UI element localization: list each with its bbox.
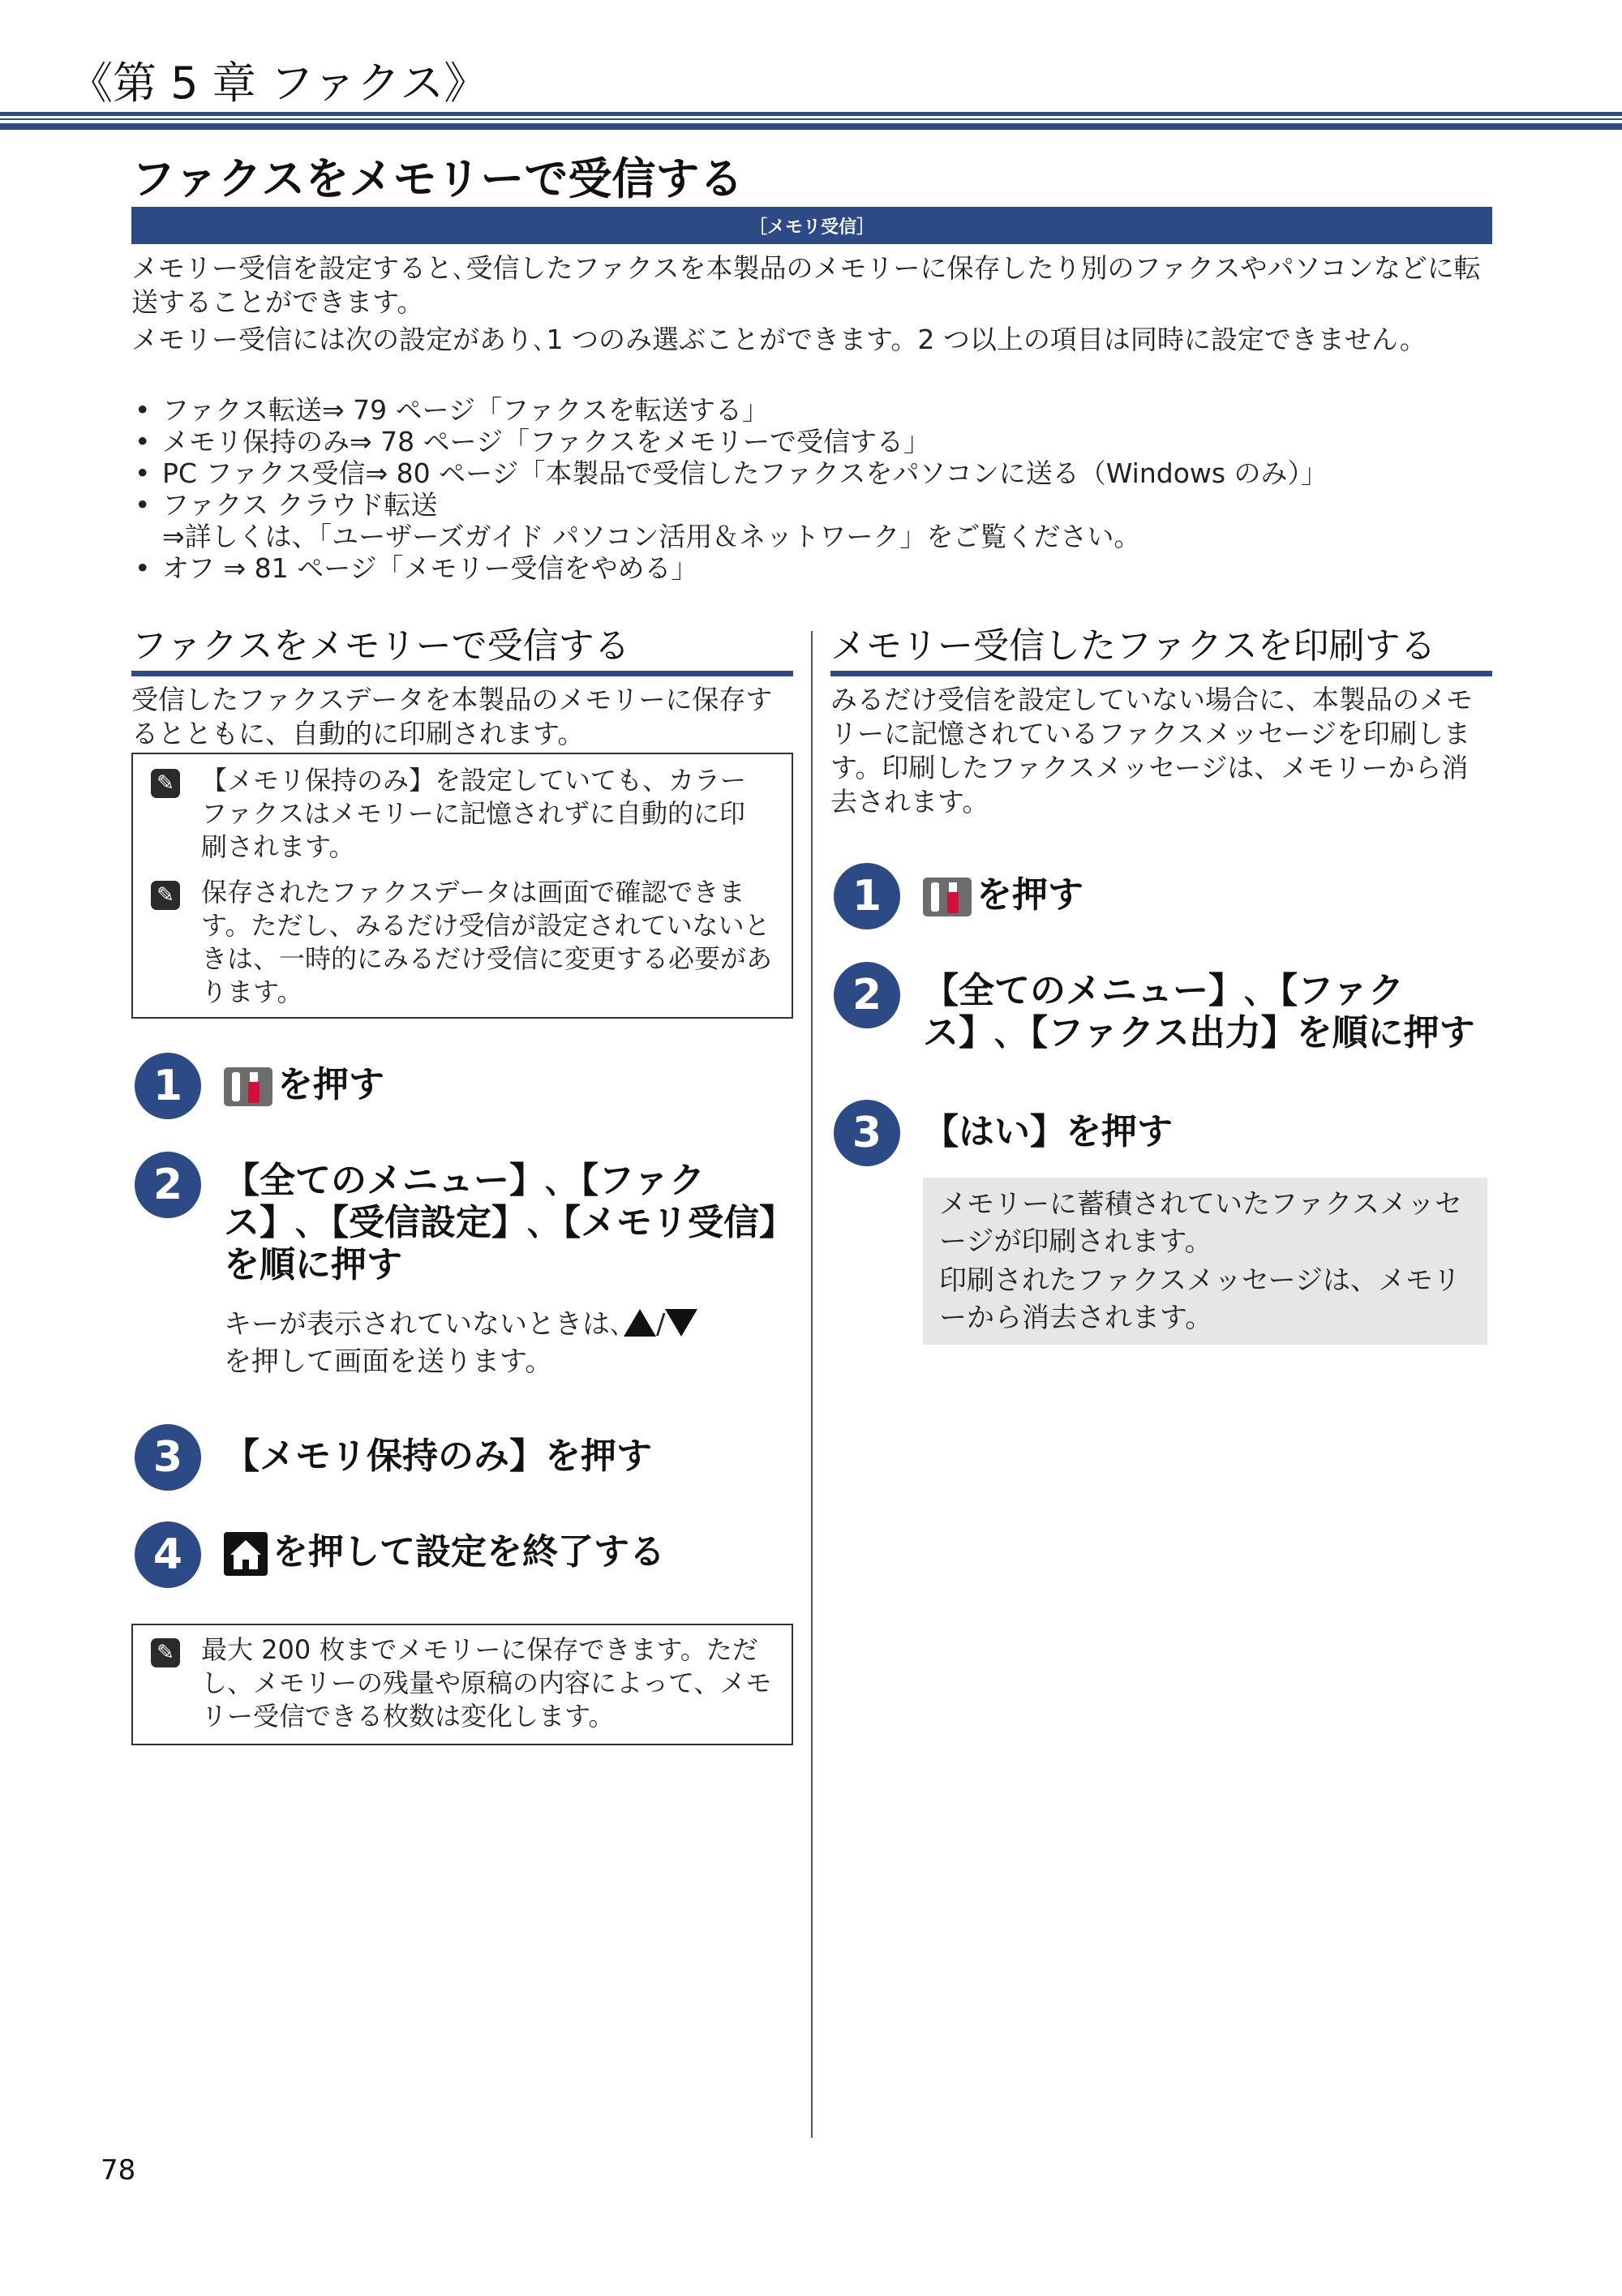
step-instruction: 【全てのメニュー】､【ファクス】､【受信設定】､【メモリ受信】を順に押す bbox=[224, 1160, 777, 1285]
step-number: 3 bbox=[834, 1100, 900, 1166]
list-item-continuation: ⇒詳しくは、「ユーザーズガイド パソコン活用＆ネットワーク」をご覧ください。 bbox=[162, 521, 1141, 552]
settings-tools-icon bbox=[923, 878, 972, 916]
step-instruction: を押す bbox=[224, 1064, 384, 1106]
step-instruction: 【メモリ保持のみ】を押す bbox=[224, 1436, 652, 1477]
step-number: 1 bbox=[135, 1053, 201, 1119]
note-text: 【メモリ保持のみ】を設定していても、カラーファクスはメモリーに記憶されずに自動的に印刷されます。 bbox=[201, 765, 747, 862]
note-icon: ✎ bbox=[151, 881, 180, 910]
result-box bbox=[923, 1178, 1487, 1345]
header-rule bbox=[0, 123, 1622, 130]
bullet-icon: • bbox=[135, 489, 151, 521]
right-section-heading: メモリー受信したファクスを印刷する bbox=[830, 625, 1436, 667]
step-number: 1 bbox=[834, 863, 900, 929]
bullet-icon: • bbox=[135, 552, 151, 584]
section-rule bbox=[830, 671, 1492, 676]
step-instruction: を押して設定を終了する bbox=[224, 1531, 665, 1576]
list-item: • ファクス転送⇒ 79 ページ「ファクスを転送する」 bbox=[135, 394, 769, 426]
setting-list bbox=[131, 394, 1510, 584]
scroll-down-arrow-icon bbox=[665, 1309, 697, 1337]
list-item: • オフ ⇒ 81 ページ「メモリー受信をやめる」 bbox=[135, 552, 698, 584]
bullet-icon: • bbox=[135, 457, 151, 489]
header-rule bbox=[0, 118, 1622, 120]
list-item: • ファクス クラウド転送 bbox=[135, 489, 438, 521]
step-instruction: 【はい】を押す bbox=[923, 1111, 1173, 1152]
step-hint: キーが表示されていないときは､ / を押して画面を送ります。 bbox=[224, 1306, 792, 1380]
section-rule bbox=[131, 671, 793, 676]
step-number: 4 bbox=[135, 1521, 201, 1588]
step-instruction: を押す bbox=[923, 874, 1083, 916]
scroll-up-arrow-icon bbox=[624, 1309, 656, 1337]
note-icon: ✎ bbox=[151, 1638, 180, 1667]
note-box bbox=[131, 753, 793, 1019]
section-banner bbox=[131, 207, 1492, 244]
list-item: • メモリ保持のみ⇒ 78 ページ「ファクスをメモリーで受信する」 bbox=[135, 426, 930, 457]
note-box bbox=[131, 1624, 793, 1745]
note-text: 最大 200 枚までメモリーに保存できます。ただし、メモリーの残量や原稿の内容によって、メモリー受信できる枚数は変化します。 bbox=[201, 1634, 772, 1732]
intro-paragraph: メモリー受信を設定すると､受信したファクスを本製品のメモリーに保存したり別のファクスやパソコンなどに転送することができます。 bbox=[131, 252, 1481, 318]
page-number: 78 bbox=[101, 2154, 136, 2187]
settings-tools-icon bbox=[224, 1067, 272, 1106]
left-section-text: 受信したファクスデータを本製品のメモリーに保存するとともに、自動的に印刷されます。 bbox=[131, 684, 773, 749]
note-icon: ✎ bbox=[151, 769, 180, 798]
header-rule bbox=[0, 112, 1622, 116]
home-icon bbox=[224, 1532, 268, 1576]
result-text: 印刷されたファクスメッセージは、メモリーから消去されます。 bbox=[939, 1264, 1461, 1334]
result-text: メモリーに蓄積されていたファクスメッセージが印刷されます。 bbox=[939, 1188, 1462, 1258]
step-instruction: 【全てのメニュー】､【ファクス】､【ファクス出力】を順に押す bbox=[923, 970, 1475, 1054]
step-number: 2 bbox=[834, 962, 900, 1028]
step-number: 2 bbox=[135, 1152, 201, 1218]
list-item: • PC ファクス受信⇒ 80 ページ「本製品で受信したファクスをパソコンに送る（Windows のみ）」 bbox=[135, 457, 1328, 489]
intro-paragraph: メモリー受信には次の設定があり､1 つのみ選ぶことができます。2 つ以上の項目は同時に設定できません。 bbox=[131, 324, 1427, 355]
bullet-icon: • bbox=[135, 426, 151, 457]
chapter-header: 《第 5 章 ファクス》 bbox=[69, 58, 488, 109]
banner-label: ［メモリ受信］ bbox=[749, 217, 874, 238]
column-divider bbox=[811, 631, 813, 2138]
right-section-text: みるだけ受信を設定していない場合に、本製品のメモリーに記憶されているファクスメッセージを印刷します。印刷したファクスメッセージは、メモリーから消去されます。 bbox=[830, 684, 1473, 818]
left-section-heading: ファクスをメモリーで受信する bbox=[131, 625, 630, 667]
bullet-icon: • bbox=[135, 394, 151, 426]
note-text: 保存されたファクスデータは画面で確認できます。ただし、みるだけ受信が設定されていないときは、一時的にみるだけ受信に変更する必要があります。 bbox=[201, 877, 773, 1007]
step-number: 3 bbox=[135, 1424, 201, 1491]
page-title: ファクスをメモリーで受信する bbox=[131, 153, 744, 204]
